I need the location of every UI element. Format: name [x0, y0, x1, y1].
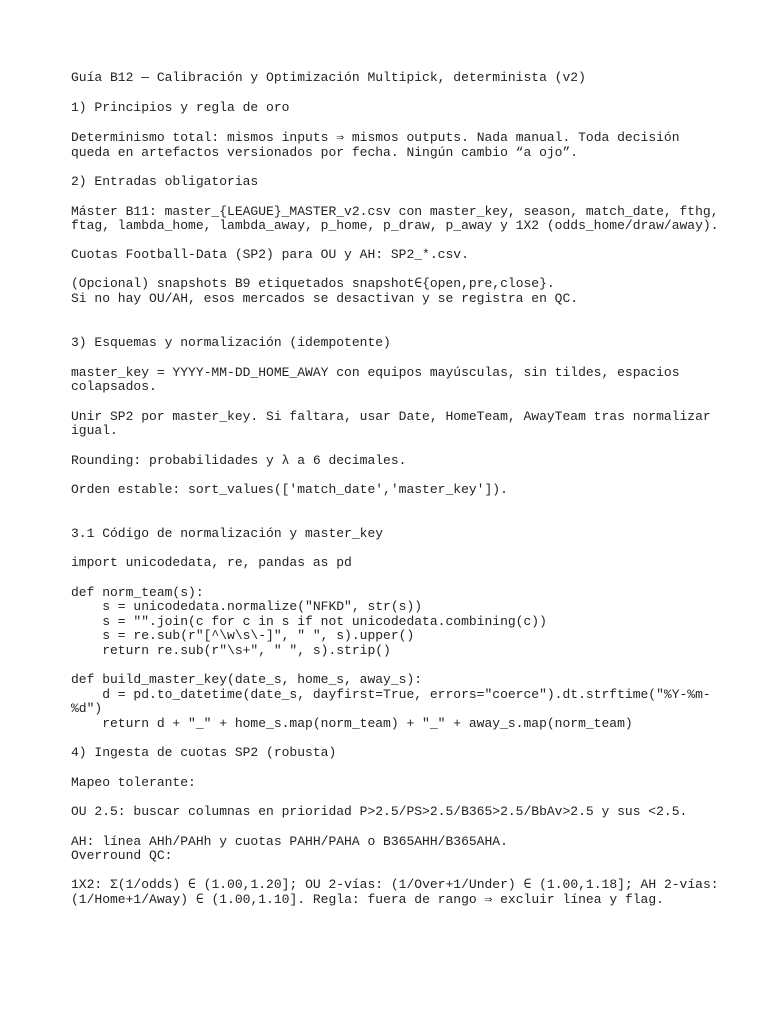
paragraph-line: Mapeo tolerante:	[71, 775, 196, 790]
code-line: return re.sub(r"\s+", " ", s).strip()	[71, 643, 391, 658]
paragraph-line: Rounding: probabilidades y λ a 6 decimales.	[71, 453, 407, 468]
paragraph-line: (1/Home+1/Away) ∈ (1.00,1.10]. Regla: fuera de rango ⇒ excluir línea y flag.	[71, 892, 664, 907]
section-heading: 3) Esquemas y normalización (idempotente)	[71, 335, 391, 350]
section-heading: 4) Ingesta de cuotas SP2 (robusta)	[71, 745, 337, 760]
paragraph-line: Cuotas Football-Data (SP2) para OU y AH: SP2_*.csv.	[71, 247, 469, 262]
paragraph-line: Orden estable: sort_values(['match_date','master_key']).	[71, 482, 508, 497]
paragraph-line: master_key = YYYY-MM-DD_HOME_AWAY con equipos mayúsculas, sin tildes, espacios	[71, 365, 680, 380]
section-heading: 3.1 Código de normalización y master_key	[71, 526, 384, 541]
code-line: s = "".join(c for c in s if not unicodedata.combining(c))	[71, 614, 547, 629]
section-heading: 2) Entradas obligatorias	[71, 174, 259, 189]
paragraph-line: Overround QC:	[71, 848, 173, 863]
paragraph-line: Determinismo total: mismos inputs ⇒ mismos outputs. Nada manual. Toda decisión	[71, 130, 680, 145]
paragraph-line: colapsados.	[71, 379, 157, 394]
paragraph-line: queda en artefactos versionados por fecha. Ningún cambio “a ojo”.	[71, 145, 579, 160]
code-line: return d + "_" + home_s.map(norm_team) + "_" + away_s.map(norm_team)	[71, 716, 633, 731]
paragraph-line: Máster B11: master_{LEAGUE}_MASTER_v2.csv con master_key, season, match_date, fthg,	[71, 204, 719, 219]
code-line: import unicodedata, re, pandas as pd	[71, 555, 352, 570]
paragraph-line: OU 2.5: buscar columnas en prioridad P>2.5/PS>2.5/B365>2.5/BbAv>2.5 y sus <2.5.	[71, 804, 688, 819]
code-line: s = unicodedata.normalize("NFKD", str(s))	[71, 599, 423, 614]
section-heading: 1) Principios y regla de oro	[71, 100, 290, 115]
code-line: s = re.sub(r"[^\w\s\-]", " ", s).upper()	[71, 628, 415, 643]
paragraph-line: 1X2: Σ(1/odds) ∈ (1.00,1.20]; OU 2-vías: (1/Over+1/Under) ∈ (1.00,1.18]; AH 2-vías:	[71, 877, 719, 892]
paragraph-line: Unir SP2 por master_key. Si faltara, usar Date, HomeTeam, AwayTeam tras normalizar	[71, 409, 711, 424]
paragraph-line: Si no hay OU/AH, esos mercados se desactivan y se registra en QC.	[71, 291, 579, 306]
paragraph-line: (Opcional) snapshots B9 etiquetados snapshot∈{open,pre,close}.	[71, 276, 555, 291]
code-line: %d")	[71, 701, 103, 716]
paragraph-line: AH: línea AHh/PAHh y cuotas PAHH/PAHA o B365AHH/B365AHA.	[71, 834, 508, 849]
document-title: Guía B12 — Calibración y Optimización Multipick, determinista (v2)	[71, 70, 586, 85]
code-line: def build_master_key(date_s, home_s, away_s):	[71, 672, 423, 687]
code-line: d = pd.to_datetime(date_s, dayfirst=True, errors="coerce").dt.strftime("%Y-%m-	[71, 687, 711, 702]
paragraph-line: igual.	[71, 423, 118, 438]
paragraph-line: ftag, lambda_home, lambda_away, p_home, p_draw, p_away y 1X2 (odds_home/draw/away).	[71, 218, 719, 233]
code-line: def norm_team(s):	[71, 585, 204, 600]
